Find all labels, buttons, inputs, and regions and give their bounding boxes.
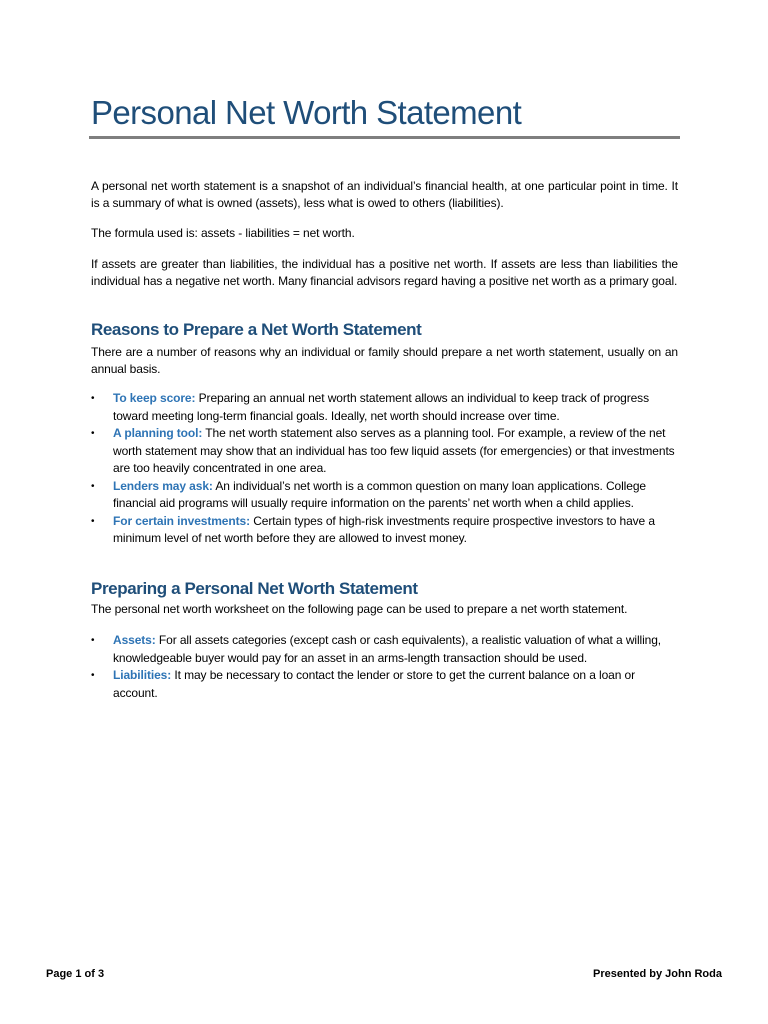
list-item (91, 632, 678, 667)
intro-paragraph-formula: The formula used is: assets - liabilities = net worth. (91, 226, 355, 240)
list-item (91, 513, 678, 548)
footer-presenter: Presented by John Roda (593, 968, 722, 980)
section-heading-preparing: Preparing a Personal Net Worth Statement (91, 579, 418, 598)
bullet-icon: • (91, 515, 95, 527)
intro-paragraph-1: A personal net worth statement is a snapshot of an individual’s financial health, at one particular point in time. It is a summary of what is owned (assets), less what is owed to others (liabilities). (91, 179, 678, 210)
bullet-term: A planning tool: (113, 426, 203, 440)
bullet-text: Preparing an annual net worth statement allows an individual to keep track of progress toward meeting long-term financial goals. Ideally, net worth should increase over time. (113, 391, 649, 423)
bullet-text: It may be necessary to contact the lender or store to get the current balance on a loan or account. (113, 668, 635, 700)
footer-page-number: Page 1 of 3 (46, 968, 105, 980)
intro-paragraph-3: If assets are greater than liabilities, the individual has a positive net worth. If assets are less than liabilities the individual has a negative net worth. Many financial advisors regard having a positive net worth as a primary goal. (91, 257, 678, 288)
preparing-bullet-list (91, 632, 678, 702)
bullet-icon: • (91, 393, 95, 404)
bullet-term: To keep score: (113, 391, 196, 405)
bullet-icon: • (91, 428, 95, 439)
page-title: Personal Net Worth Statement (91, 94, 522, 131)
list-item (91, 390, 678, 425)
bullet-text: Certain types of high-risk investments require prospective investors to have a minimum level of net worth before they are allowed to invest money. (113, 513, 655, 545)
list-item (91, 667, 678, 702)
bullet-text: An individual’s net worth is a common question on many loan applications. College financial aid programs will usually require information on the parents’ net worth when a child applies. (113, 478, 646, 510)
section-heading-reasons: Reasons to Prepare a Net Worth Statement (91, 320, 422, 339)
bullet-text: For all assets categories (except cash or cash equivalents), a realistic valuation of what a willing, knowledgeable buyer would pay for an asset in an arms-length transaction should be used. (113, 633, 662, 665)
bullet-icon: • (91, 635, 95, 646)
bullet-text: The net worth statement also serves as a planning tool. For example, a review of the net worth statement may show that an individual has too few liquid assets (for emergencies) or that investments are too heavily concentrated in one area. (113, 426, 675, 475)
list-item (91, 425, 678, 478)
bullet-term: Liabilities: (113, 668, 172, 682)
reasons-bullet-list (91, 390, 678, 548)
bullet-term: For certain investments: (113, 513, 250, 528)
bullet-icon: • (91, 480, 95, 492)
bullet-term: Lenders may ask: (113, 478, 213, 493)
title-underline-rule (89, 136, 680, 139)
list-item (91, 478, 678, 513)
bullet-icon: • (91, 670, 95, 681)
section-reasons-lead: There are a number of reasons why an individual or family should prepare a net worth statement, usually on an annual basis. (91, 345, 678, 376)
section-preparing-lead: The personal net worth worksheet on the following page can be used to prepare a net worth statement. (91, 602, 628, 616)
bullet-term: Assets: (113, 633, 156, 647)
